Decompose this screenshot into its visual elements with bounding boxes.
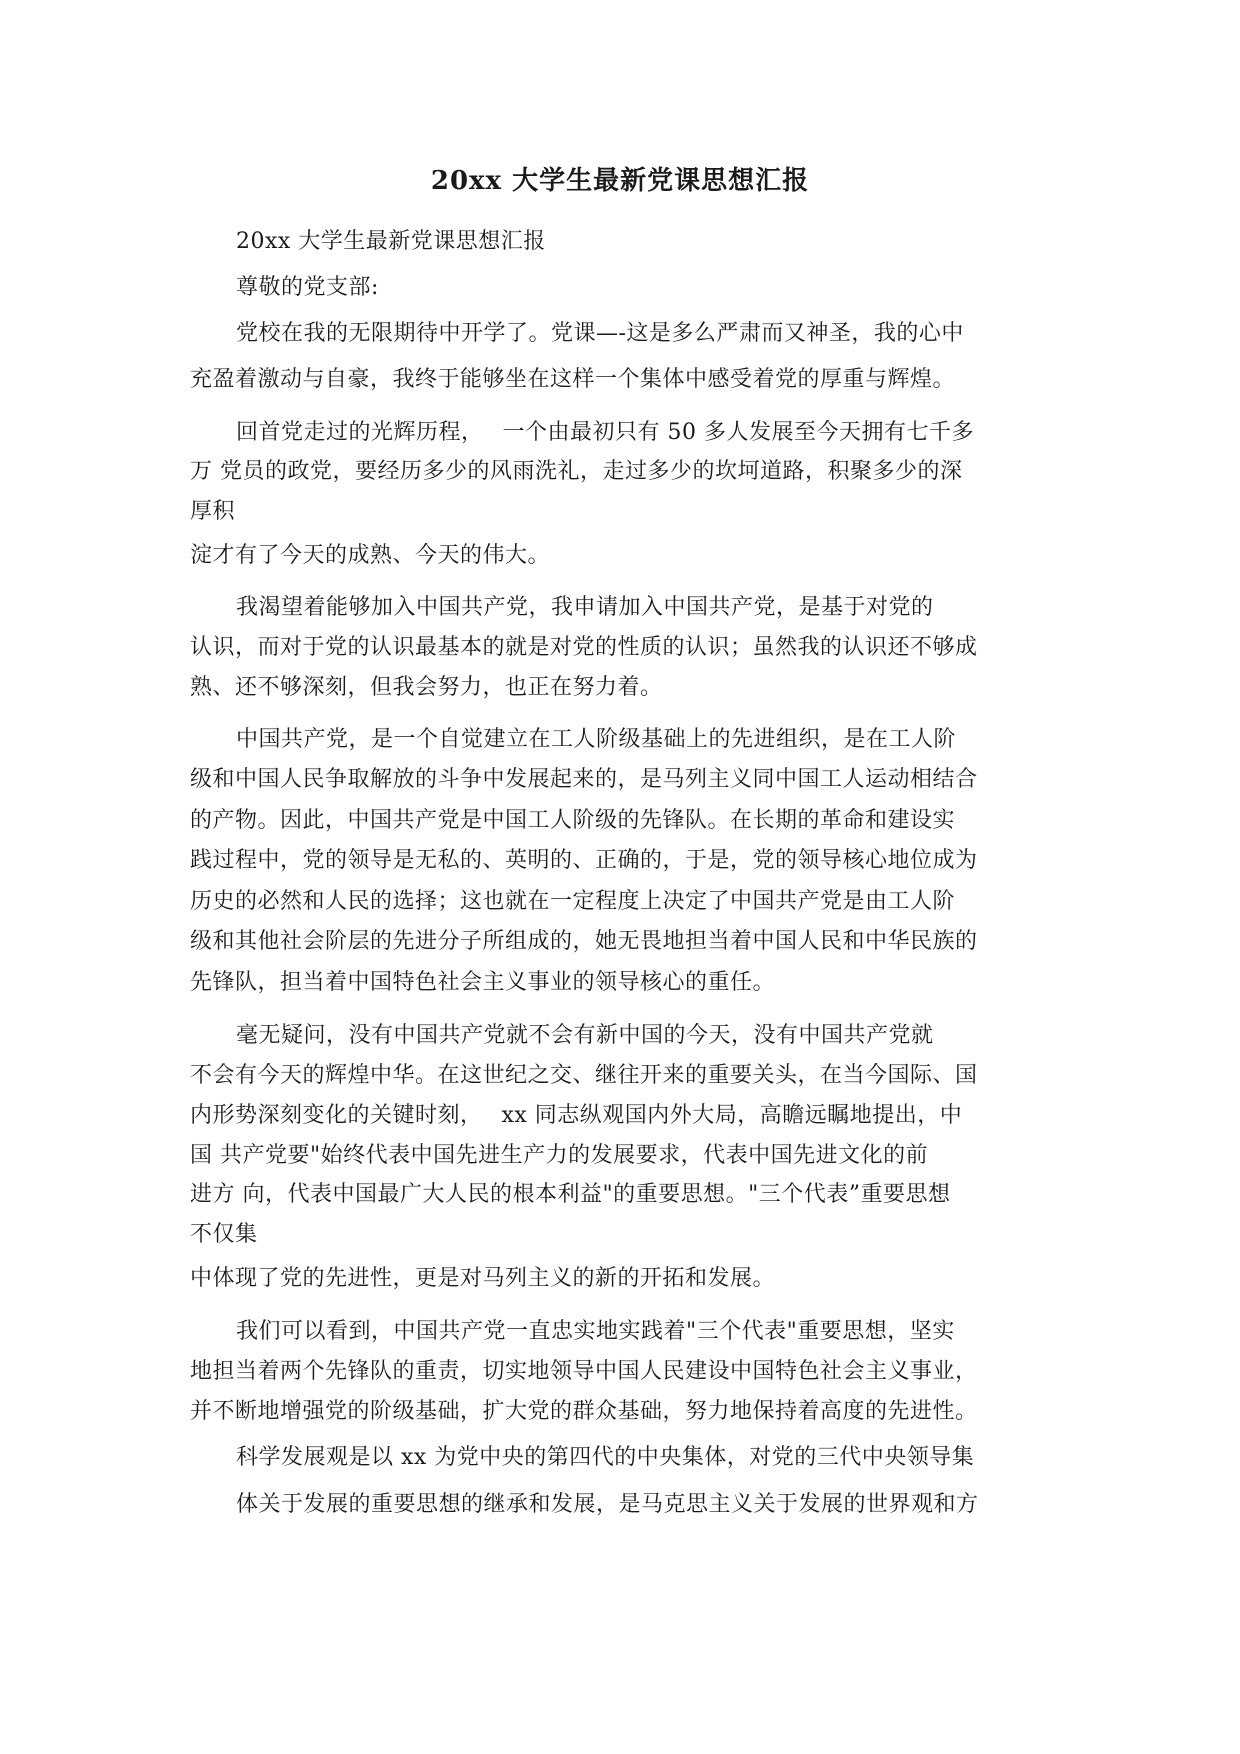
body-line: 级和中国人民争取解放的斗争中发展起来的，是马列主义同中国工人运动相结合 (190, 767, 978, 792)
body-line: 认识，而对于党的认识最基本的就是对党的性质的认识；虽然我的认识还不够成 (190, 635, 978, 660)
body-line: 并不断地增强党的阶级基础，扩大党的群众基础，努力地保持着高度的先进性。 (190, 1399, 978, 1424)
body-line: 地担当着两个先锋队的重责，切实地领导中国人民建设中国特色社会主义事业， (190, 1359, 978, 1384)
body-line: 践过程中，党的领导是无私的、英明的、正确的，于是，党的领导核心地位成为 (190, 848, 978, 873)
body-line: 历史的必然和人民的选择；这也就在一定程度上决定了中国共产党是由工人阶 (190, 889, 956, 914)
body-line: 我渴望着能够加入中国共产党，我申请加入中国共产党，是基于对党的 (236, 595, 934, 620)
document-subtitle: 20xx 大学生最新党课思想汇报 (236, 229, 546, 254)
body-line: 淀才有了今天的成熟、今天的伟大。 (190, 543, 551, 568)
body-line: 国 共产党要"始终代表中国先进生产力的发展要求，代表中国先进文化的前 (190, 1143, 929, 1168)
body-line: 我们可以看到，中国共产党一直忠实地实践着"三个代表"重要思想，坚实 (236, 1319, 955, 1344)
body-line: 科学发展观是以 xx 为党中央的第四代的中央集体，对党的三代中央领导集 (236, 1445, 975, 1470)
body-line: 不会有今天的辉煌中华。在这世纪之交、继往开来的重要关头，在当今国际、国 (190, 1063, 978, 1088)
body-line: 中体现了党的先进性，更是对马列主义的新的开拓和发展。 (190, 1266, 776, 1291)
body-line: 熟、还不够深刻，但我会努力，也正在努力着。 (190, 675, 663, 700)
body-line: 进方 向，代表中国最广大人民的根本利益"的重要思想。"三个代表”重要思想 (190, 1182, 951, 1207)
body-line: 体关于发展的重要思想的继承和发展，是马克思主义关于发展的世界观和方 (236, 1492, 979, 1517)
body-line: 不仅集 (190, 1222, 258, 1247)
body-line: 厚积 (190, 499, 236, 524)
body-line: 万 党员的政党，要经历多少的风雨洗礼，走过多少的坎坷道路，积聚多少的深 (190, 459, 963, 484)
body-line: 的产物。因此，中国共产党是中国工人阶级的先锋队。在长期的革命和建设实 (190, 808, 956, 833)
body-line: 回首党走过的光辉历程， 一个由最初只有 50 多人发展至今天拥有七千多 (236, 420, 974, 445)
body-line: 中国共产党，是一个自觉建立在工人阶级基础上的先进组织，是在工人阶 (236, 727, 957, 752)
document-title: 20xx 大学生最新党课思想汇报 (430, 166, 810, 196)
body-line: 充盈着激动与自豪，我终于能够坐在这样一个集体中感受着党的厚重与辉煌。 (190, 367, 956, 392)
body-line: 先锋队，担当着中国特色社会主义事业的领导核心的重任。 (190, 970, 776, 995)
salutation: 尊敬的党支部: (236, 275, 379, 300)
body-line: 级和其他社会阶层的先进分子所组成的，她无畏地担当着中国人民和中华民族的 (190, 929, 978, 954)
body-line: 党校在我的无限期待中开学了。党课—-这是多么严肃而又神圣，我的心中 (236, 321, 964, 346)
body-line: 内形势深刻变化的关键时刻， xx 同志纵观国内外大局，高瞻远瞩地提出，中 (190, 1103, 963, 1128)
body-line: 毫无疑问，没有中国共产党就不会有新中国的今天，没有中国共产党就 (236, 1023, 934, 1048)
